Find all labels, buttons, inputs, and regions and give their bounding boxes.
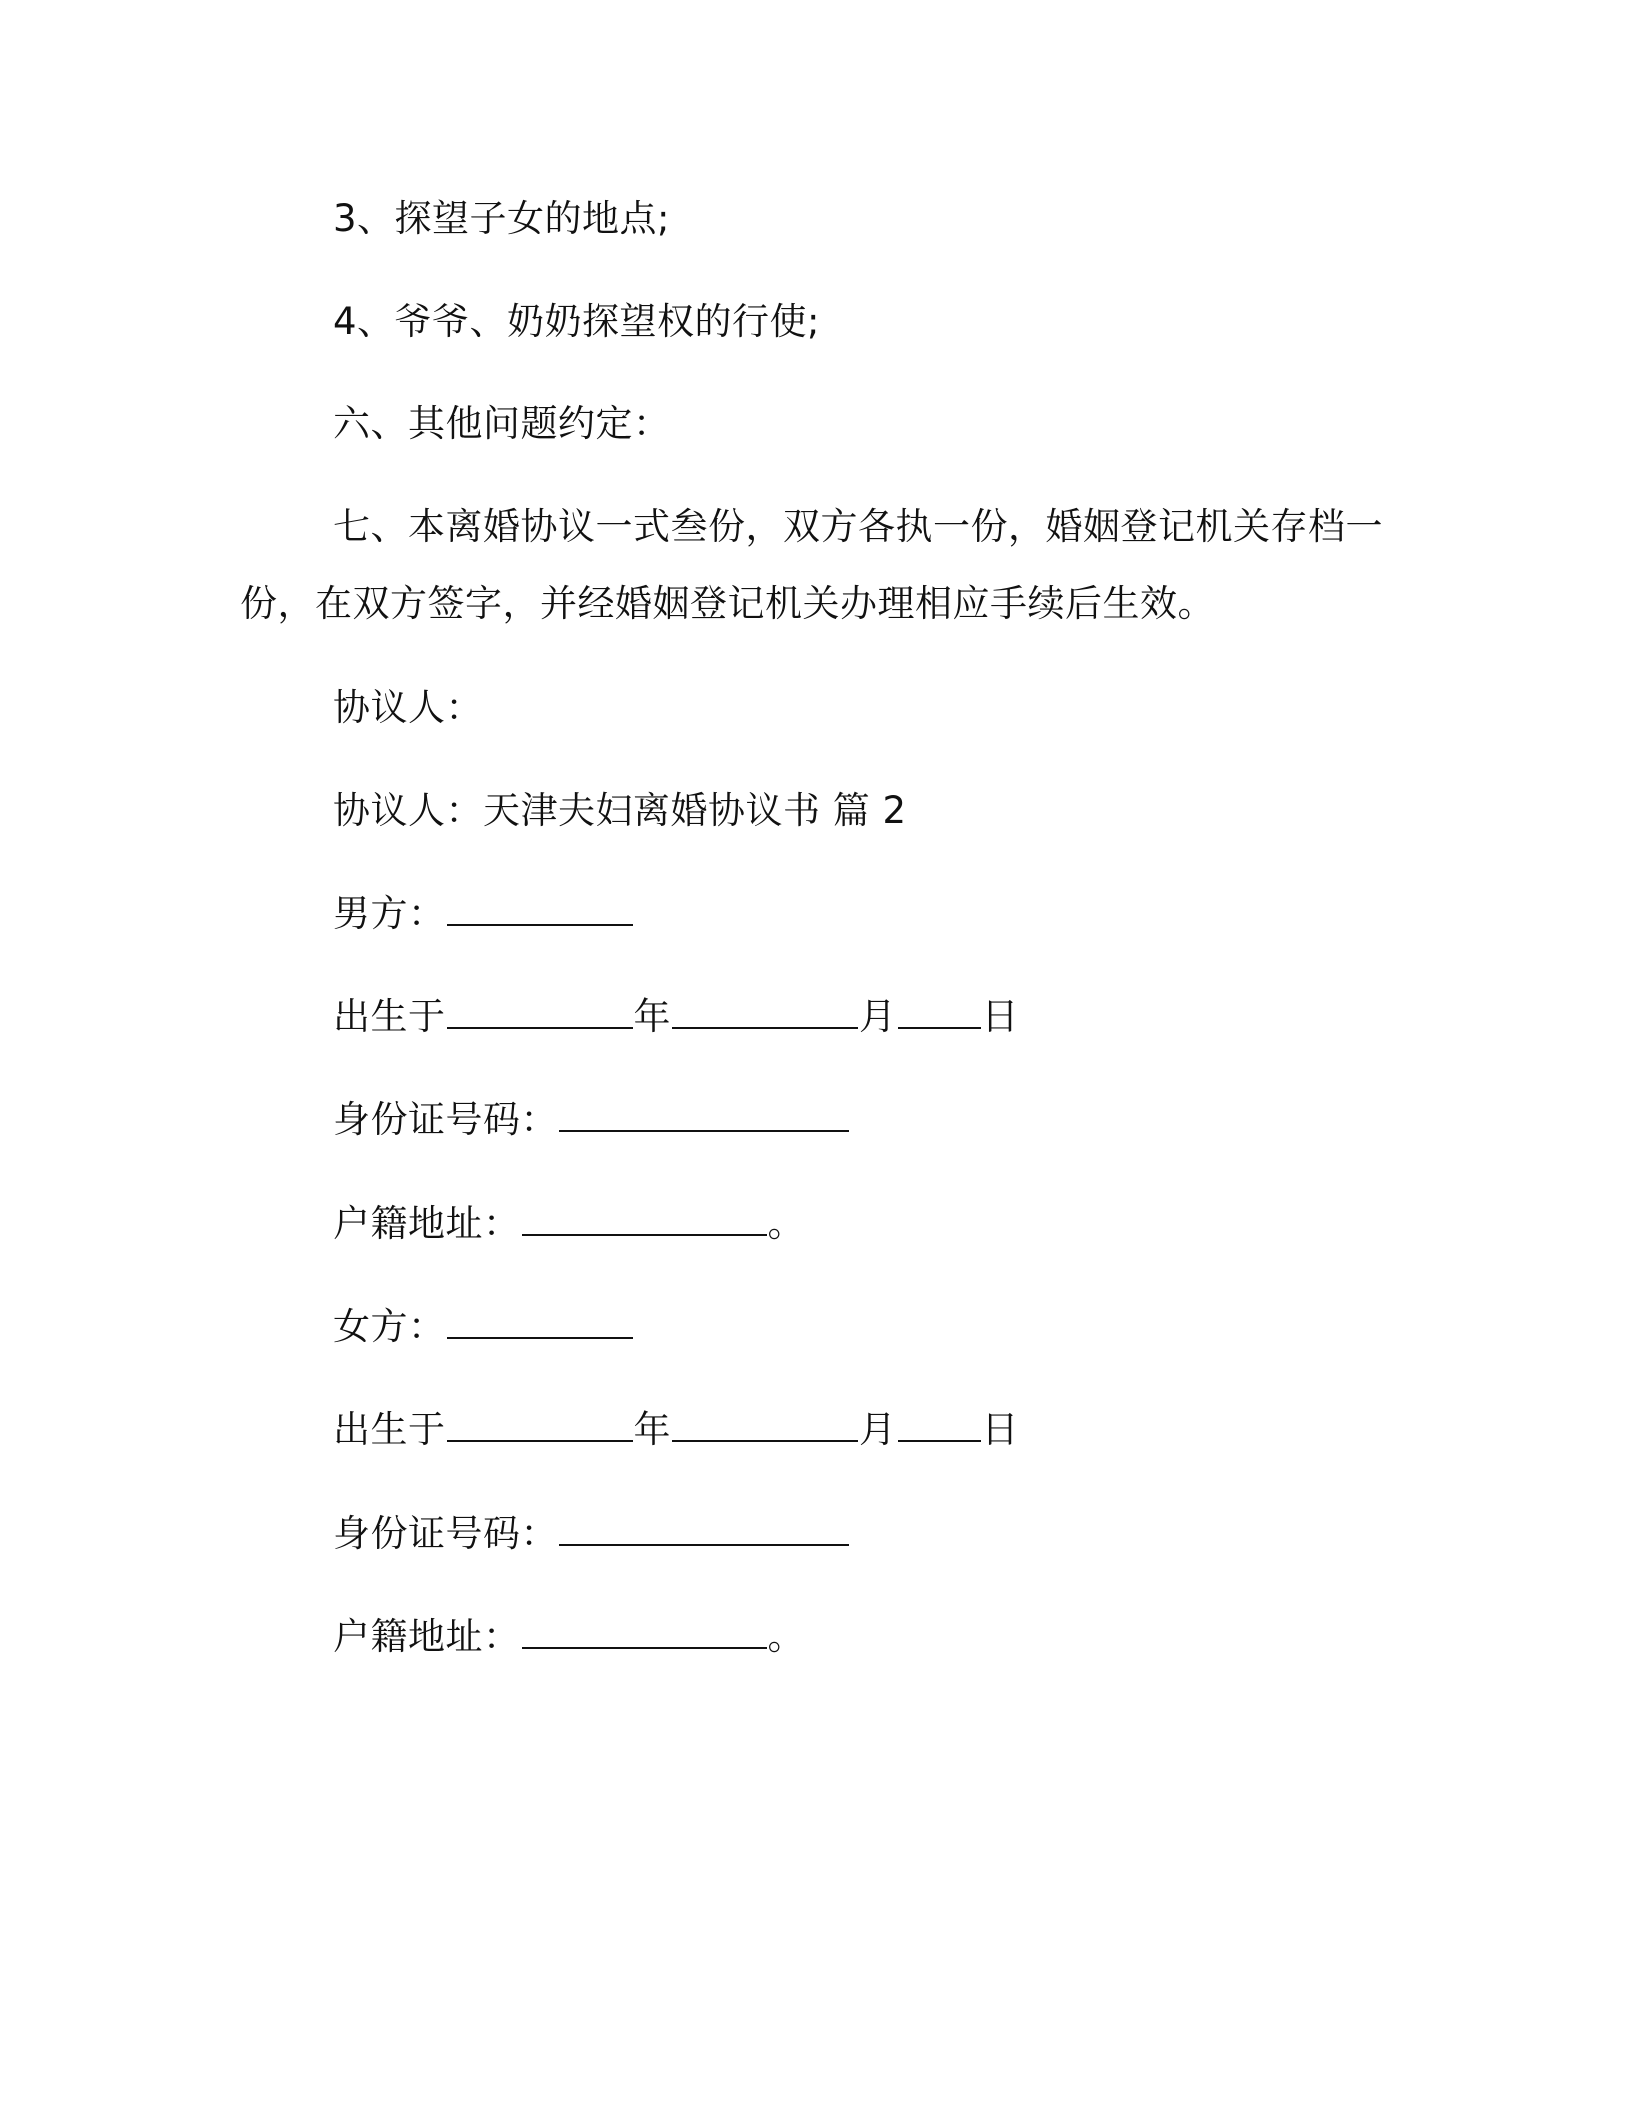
female-id-label: 身份证号码： xyxy=(333,1512,558,1555)
female-id-row xyxy=(333,1510,850,1558)
male-address-label: 户籍地址： xyxy=(333,1202,521,1245)
male-birth-day-blank xyxy=(898,997,981,1029)
male-birth-year-blank xyxy=(447,997,633,1029)
female-birth-year-blank xyxy=(447,1410,633,1442)
male-year-label: 年 xyxy=(633,995,671,1038)
male-address-end: 。 xyxy=(767,1202,805,1245)
female-name-blank xyxy=(447,1307,633,1339)
female-day-label: 日 xyxy=(981,1408,1019,1451)
male-name-blank xyxy=(447,894,633,926)
male-name-row xyxy=(333,890,634,938)
male-id-label: 身份证号码： xyxy=(333,1098,558,1141)
male-id-row xyxy=(333,1096,850,1144)
item-3-visit-location: 3、探望子女的地点; xyxy=(333,197,671,240)
female-year-label: 年 xyxy=(633,1408,671,1451)
female-address-label: 户籍地址： xyxy=(333,1615,521,1658)
female-birth-row xyxy=(333,1406,1019,1454)
male-birth-row xyxy=(333,993,1019,1041)
male-month-label: 月 xyxy=(859,995,897,1038)
party-signature-label: 协议人： xyxy=(333,686,483,729)
female-month-label: 月 xyxy=(859,1408,897,1451)
male-label: 男方： xyxy=(333,892,446,935)
male-id-blank xyxy=(559,1100,849,1132)
agreement-title-part-2: 协议人：天津夫妇离婚协议书 篇 2 xyxy=(333,789,907,832)
female-birth-prefix: 出生于 xyxy=(333,1408,446,1451)
female-name-row xyxy=(333,1303,634,1351)
male-birth-prefix: 出生于 xyxy=(333,995,446,1038)
female-address-row xyxy=(333,1613,805,1661)
female-address-blank xyxy=(522,1617,767,1649)
section-7-line-2: 份，在双方签字，并经婚姻登记机关办理相应手续后生效。 xyxy=(240,582,1215,625)
female-birth-month-blank xyxy=(672,1410,858,1442)
female-id-blank xyxy=(559,1514,849,1546)
female-address-end: 。 xyxy=(767,1615,805,1658)
male-address-row xyxy=(333,1200,805,1248)
female-birth-day-blank xyxy=(898,1410,981,1442)
male-address-blank xyxy=(522,1204,767,1236)
male-birth-month-blank xyxy=(672,997,858,1029)
male-day-label: 日 xyxy=(981,995,1019,1038)
section-6-heading: 六、其他问题约定： xyxy=(333,402,671,445)
female-label: 女方： xyxy=(333,1305,446,1348)
section-7-line-1: 七、本离婚协议一式叁份，双方各执一份，婚姻登记机关存档一 xyxy=(333,505,1383,548)
item-4-grandparents-visitation: 4、爷爷、奶奶探望权的行使; xyxy=(333,300,821,343)
